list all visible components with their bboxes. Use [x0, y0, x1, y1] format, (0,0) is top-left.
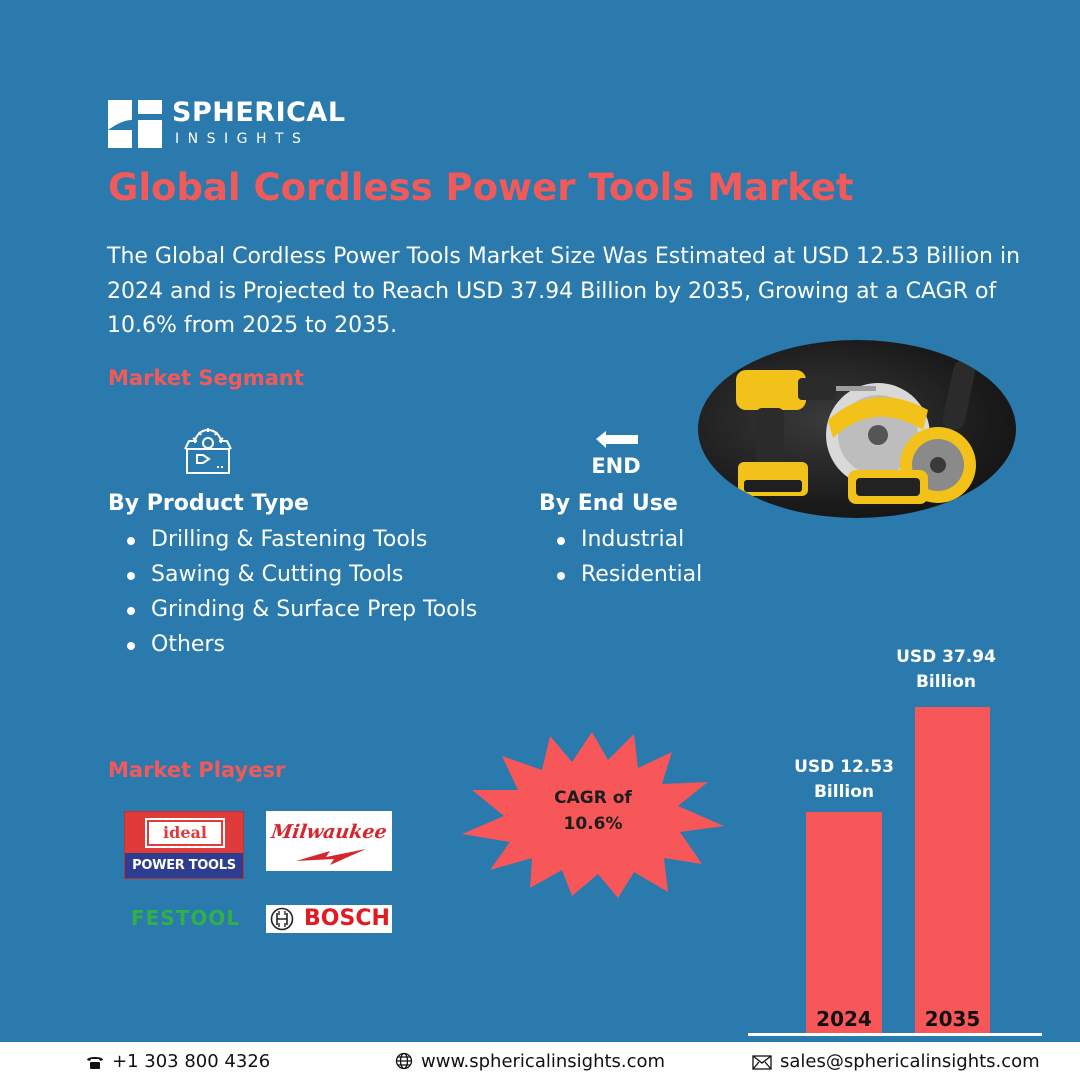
festool-logo: FESTOOL — [131, 906, 241, 930]
cagr-text — [518, 785, 668, 837]
list-item: Drilling & Fastening Tools — [127, 522, 477, 557]
bar-year-2035: 2035 — [924, 1007, 981, 1031]
footer-email-text: sales@sphericalinsights.com — [780, 1051, 1040, 1072]
cordless-tools-photo — [698, 340, 1016, 518]
list-item: Grinding & Surface Prep Tools — [127, 592, 477, 627]
market-players-label: Market Playesr — [108, 758, 286, 782]
footer-email[interactable] — [752, 1051, 1040, 1072]
footer — [0, 1042, 1080, 1080]
footer-phone[interactable] — [86, 1051, 270, 1072]
ideal-logo-word: ideal — [147, 820, 223, 846]
envelope-icon — [752, 1055, 772, 1070]
footer-phone-text: +1 303 800 4326 — [112, 1051, 271, 1072]
product-box-gear-icon — [181, 423, 235, 477]
cagr-line2: 10.6% — [563, 814, 623, 834]
milwaukee-lightning-icon — [296, 847, 366, 867]
list-item: Sawing & Cutting Tools — [127, 557, 477, 592]
footer-website-text: www.sphericalinsights.com — [421, 1051, 666, 1072]
bosch-armature-icon — [270, 907, 294, 931]
ideal-logo-sub: POWER TOOLS — [125, 853, 243, 878]
intro-text: The Global Cordless Power Tools Market Size Was Estimated at USD 12.53 Billion in 2024 and is Projected to Reach USD 37.94 Billion by 2035, Growing at a CAGR of 10.6% from 2025 to 2035. — [107, 244, 1021, 338]
ideal-power-tools-logo — [124, 811, 244, 879]
list-item: Industrial — [557, 522, 702, 557]
list-item: Residential — [557, 557, 702, 592]
footer-website[interactable] — [395, 1051, 665, 1072]
end-use-heading: By End Use — [539, 491, 678, 516]
page-title: Global Cordless Power Tools Market — [108, 166, 854, 209]
market-segment-label: Market Segmant — [108, 366, 304, 390]
globe-icon — [395, 1052, 413, 1070]
bar-year-2024: 2024 — [816, 1007, 872, 1031]
milwaukee-logo-word: Milwaukee — [269, 821, 389, 843]
bosch-logo-word: BOSCH — [304, 906, 390, 931]
bosch-logo — [266, 905, 392, 933]
cagr-line1: CAGR of — [554, 788, 632, 808]
chart-baseline — [748, 1033, 1042, 1036]
bar-2035 — [915, 707, 990, 1033]
product-type-heading: By Product Type — [108, 491, 309, 516]
end-icon-text: END — [591, 454, 641, 478]
bar-value-label-2024 — [774, 755, 914, 805]
spherical-insights-logo-icon — [108, 100, 162, 148]
milwaukee-logo — [266, 811, 392, 871]
bar-value-label-2035 — [876, 645, 1016, 695]
bar-value-2035-line2: Billion — [915, 672, 977, 692]
bar-value-2035-line1: USD 37.94 — [896, 647, 996, 667]
bar-value-2024-line2: Billion — [813, 782, 875, 802]
product-type-list — [127, 522, 477, 662]
brand-name: SPHERICAL — [172, 97, 346, 128]
bar-value-2024-line1: USD 12.53 — [794, 757, 894, 777]
end-arrow-icon — [590, 427, 642, 479]
bar-2024 — [806, 812, 882, 1033]
brand-sub: INSIGHTS — [175, 131, 310, 147]
phone-icon — [86, 1054, 104, 1070]
end-use-list — [557, 522, 702, 592]
list-item: Others — [127, 627, 477, 662]
